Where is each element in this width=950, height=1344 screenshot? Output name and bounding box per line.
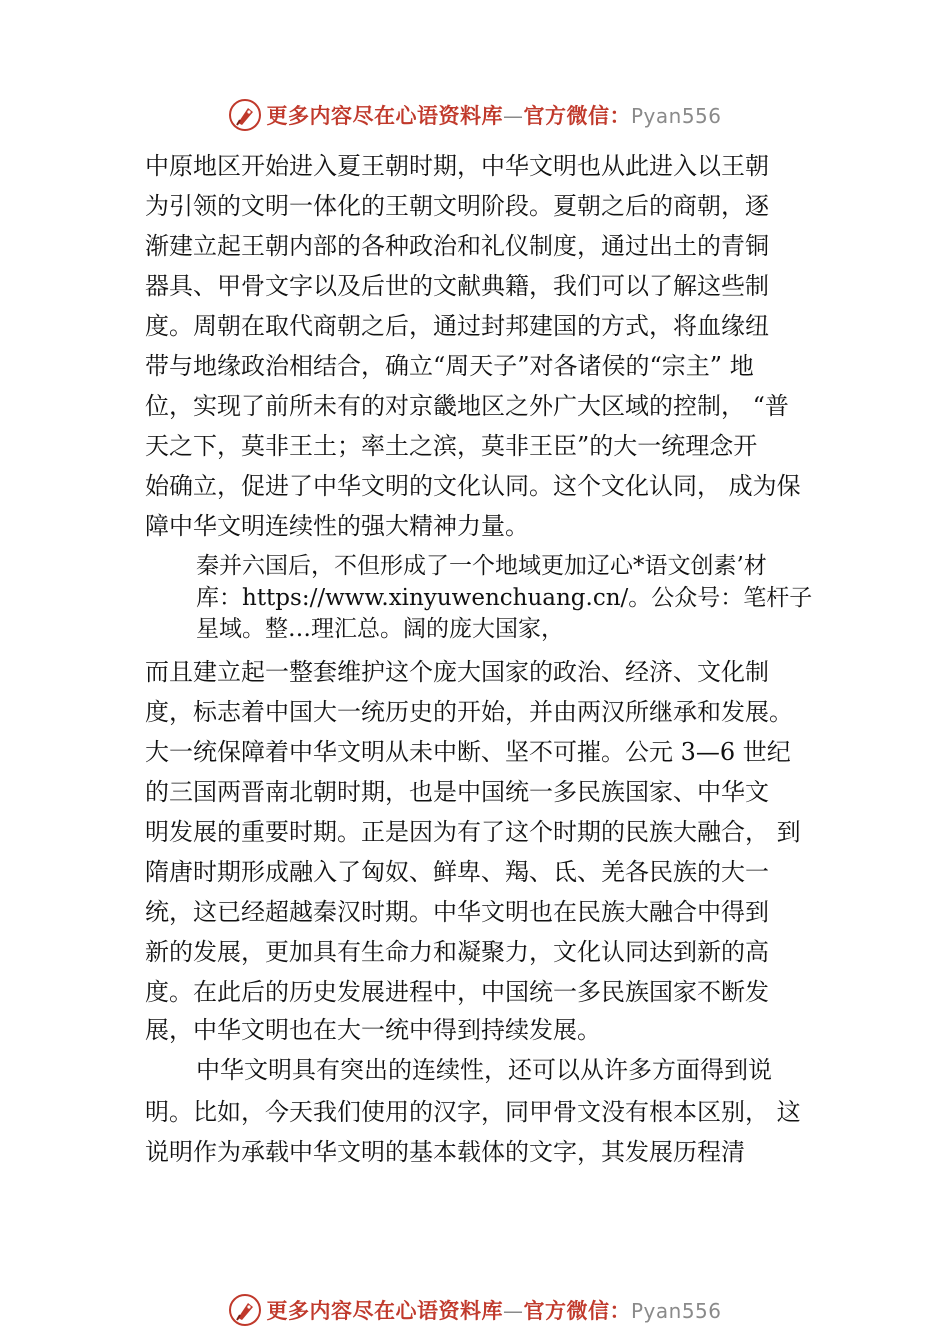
footer-contact-label: 官方微信： bbox=[523, 1298, 631, 1323]
text-line: 中原地区开始进入夏王朝时期，中华文明也从此进入以王朝 bbox=[145, 152, 769, 180]
footer-label bbox=[266, 1295, 721, 1325]
text-line: 明。比如，今天我们使用的汉字，同甲骨文没有根本区别， 这 bbox=[145, 1098, 801, 1126]
text-line: 秦并六国后，不但形成了一个地域更加辽心*语文创素’材 bbox=[196, 553, 767, 579]
footer-contact-id: Pyan556 bbox=[630, 1299, 722, 1323]
text-line: 说明作为承载中华文明的基本载体的文字，其发展历程清 bbox=[145, 1138, 745, 1166]
text-line: 库：https://www.xinyuwenchuang.cn/。公众号：笔杆子 bbox=[196, 585, 813, 611]
text-line: 明发展的重要时期。正是因为有了这个时期的民族大融合， 到 bbox=[145, 818, 801, 846]
text-line: 位，实现了前所未有的对京畿地区之外广大区域的控制， “普 bbox=[145, 392, 789, 420]
text-line: 始确立，促进了中华文明的文化认同。这个文化认同， 成为保 bbox=[145, 472, 801, 500]
footer-brand-text: 更多内容尽在心语资料库 bbox=[266, 1298, 503, 1323]
header-contact-id: Pyan556 bbox=[630, 104, 722, 128]
text-line: 大一统保障着中华文明从未中断、坚不可摧。公元 3—6 世纪 bbox=[145, 738, 791, 766]
header-contact-label: 官方微信： bbox=[523, 103, 631, 128]
text-line: 障中华文明连续性的强大精神力量。 bbox=[145, 512, 529, 540]
text-line: 为引领的文明一体化的王朝文明阶段。夏朝之后的商朝，逐 bbox=[145, 192, 769, 220]
header-brand-text: 更多内容尽在心语资料库 bbox=[266, 103, 503, 128]
text-line: 度。在此后的历史发展进程中，中国统一多民族国家不断发 bbox=[145, 978, 769, 1006]
text-line: 渐建立起王朝内部的各种政治和礼仪制度，通过出土的青铜 bbox=[145, 232, 769, 260]
text-line: 度。周朝在取代商朝之后，通过封邦建国的方式，将血缘纽 bbox=[145, 312, 769, 340]
text-line: 天之下，莫非王土；率土之滨，莫非王臣”的大一统理念开 bbox=[145, 432, 758, 460]
text-line: 统，这已经超越秦汉时期。中华文明也在民族大融合中得到 bbox=[145, 898, 769, 926]
text-line: 中华文明具有突出的连续性，还可以从许多方面得到说 bbox=[196, 1056, 772, 1084]
pen-nib-icon bbox=[228, 98, 262, 132]
text-line: 的三国两晋南北朝时期，也是中国统一多民族国家、中华文 bbox=[145, 778, 769, 806]
text-line: 度，标志着中国大一统历史的开始，并由两汉所继承和发展。 bbox=[145, 698, 793, 726]
text-line: 隋唐时期形成融入了匈奴、鲜卑、羯、氐、羌各民族的大一 bbox=[145, 858, 769, 886]
header-label bbox=[266, 100, 721, 130]
text-line: 展，中华文明也在大一统中得到持续发展。 bbox=[145, 1016, 601, 1044]
footer-banner bbox=[0, 1290, 950, 1330]
text-line: 器具、甲骨文字以及后世的文献典籍，我们可以了解这些制 bbox=[145, 272, 769, 300]
text-line: 而且建立起一整套维护这个庞大国家的政治、经济、文化制 bbox=[145, 658, 769, 686]
text-line: 带与地缘政治相结合，确立“周天子”对各诸侯的“宗主” 地 bbox=[145, 352, 754, 380]
header-banner bbox=[0, 95, 950, 135]
footer-separator: — bbox=[502, 1299, 524, 1323]
text-line: 星域。整…理汇总。阔的庞大国家， bbox=[196, 616, 564, 642]
pen-nib-icon bbox=[228, 1293, 262, 1327]
header-separator: — bbox=[502, 104, 524, 128]
text-line: 新的发展，更加具有生命力和凝聚力，文化认同达到新的高 bbox=[145, 938, 769, 966]
